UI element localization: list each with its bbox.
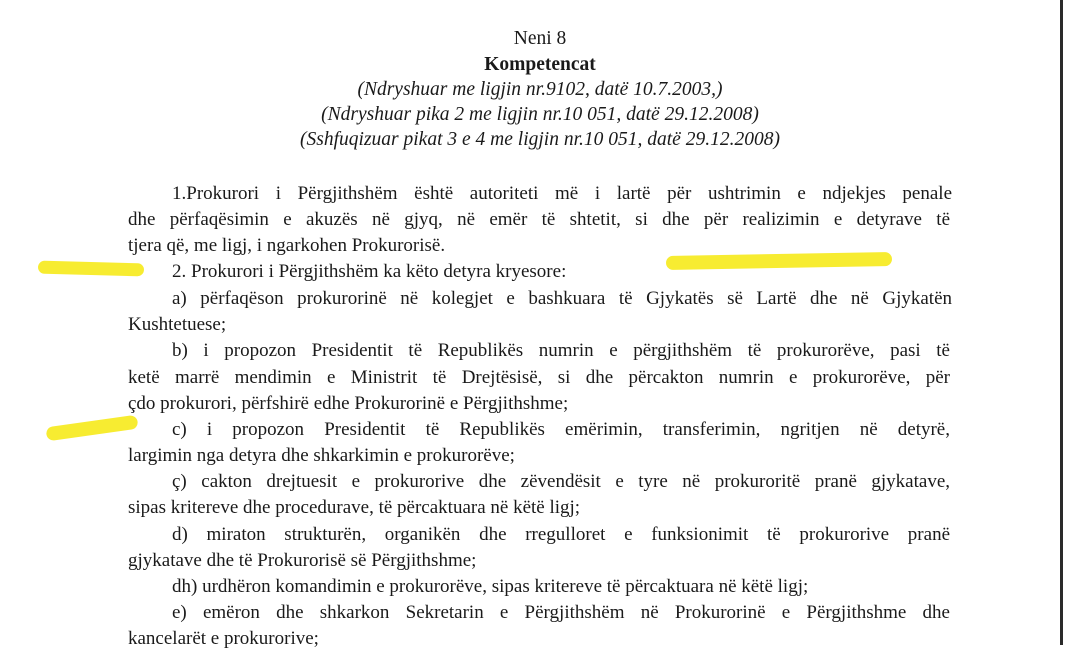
amendment-note: (Ndryshuar me ligjin nr.9102, datë 10.7.2003,) <box>357 79 723 100</box>
body-line: dhe përfaqësimin e akuzës në gjyq, në emër të shtetit, si dhe për realizimin e detyrave të <box>128 209 950 230</box>
body-line: 2. Prokurori i Përgjithshëm ka këto detyra kryesore: <box>172 261 567 282</box>
body-line: d) miraton strukturën, organikën dhe rregulloret e funksionimit të prokurorive pranë <box>172 524 950 545</box>
body-line: ç) cakton drejtuesit e prokurorive dhe zëvendësit e tyre në prokuroritë pranë gjykatave, <box>172 471 950 492</box>
body-line: kancelarët e prokurorive; <box>128 628 319 649</box>
amendment-note: (Ndryshuar pika 2 me ligjin nr.10 051, datë 29.12.2008) <box>321 104 759 125</box>
amendment-note: (Sshfuqizuar pikat 3 e 4 me ligjin nr.10 051, datë 29.12.2008) <box>300 129 780 150</box>
highlight-mark <box>666 252 892 270</box>
highlight-mark <box>38 261 144 277</box>
body-line: çdo prokurori, përfshirë edhe Prokurorinë e Përgjithshme; <box>128 393 569 414</box>
body-line: c) i propozon Presidentit të Republikës emërimin, transferimin, ngritjen në detyrë, <box>172 419 950 440</box>
body-line: dh) urdhëron komandimin e prokurorëve, sipas kritereve të përcaktuara në këtë ligj; <box>172 576 809 597</box>
body-line: largimin nga detyra dhe shkarkimin e prokurorëve; <box>128 445 515 466</box>
article-number: Neni 8 <box>513 28 567 49</box>
body-line: b) i propozon Presidentit të Republikës numrin e përgjithshëm të prokurorëve, pasi të <box>172 340 950 361</box>
body-line: Kushtetuese; <box>128 314 227 335</box>
body-line: tjera që, me ligj, i ngarkohen Prokurorisë. <box>128 235 446 256</box>
body-line: sipas kritereve dhe procedurave, të përcaktuara në këtë ligj; <box>128 497 581 518</box>
body-line: 1.Prokurori i Përgjithshëm është autoriteti më i lartë për ushtrimin e ndjekjes penale <box>172 183 952 204</box>
highlight-mark <box>45 415 138 442</box>
body-line: ketë marrë mendimin e Ministrit të Drejtësisë, si dhe përcakton numrin e prokurorëve, për <box>128 367 950 388</box>
body-line: e) emëron dhe shkarkon Sekretarin e Përgjithshëm në Prokurorinë e Përgjithshme dhe <box>172 602 950 623</box>
body-line: gjykatave dhe të Prokurorisë së Përgjithshme; <box>128 550 477 571</box>
article-title: Kompetencat <box>484 54 596 75</box>
body-line: a) përfaqëson prokurorinë në kolegjet e bashkuara të Gjykatës së Lartë dhe në Gjykatën <box>172 288 952 309</box>
